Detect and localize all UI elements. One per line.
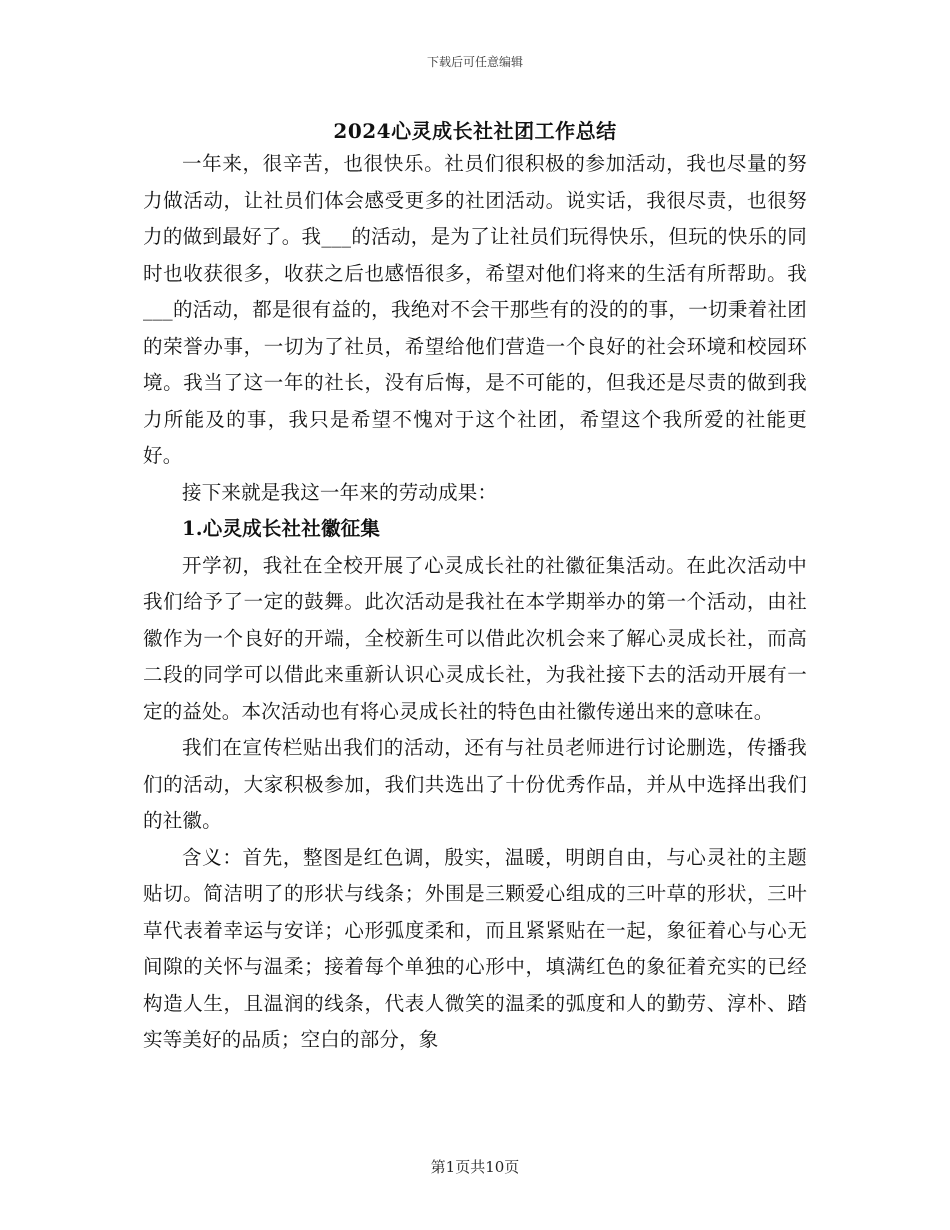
paragraph-results-intro: 接下来就是我这一年来的劳动成果： bbox=[182, 480, 498, 504]
section-heading-emblem: 1.心灵成长社社徽征集 bbox=[182, 517, 381, 540]
document-body bbox=[143, 146, 807, 1059]
header-note: 下载后可任意编辑 bbox=[426, 55, 523, 69]
document-title: 2024心灵成长社社团工作总结 bbox=[333, 119, 617, 143]
paragraph-emblem-activity: 开学初，我社在全校开展了心灵成长社的社徽征集活动。在此次活动中我们给予了一定的鼓舞。此次活动是我社在本学期举办的第一个活动，由社徽作为一个良好的开端，全校新生可以借此次机会来了解心灵成长社，而高二段的同学可以借此来重新认识心灵成长社，为我社接下去的活动开展有一定的益处。本次活动也有将心灵成长社的特色由社徽传递出来的意味在。 bbox=[143, 553, 807, 723]
page-number-footer: 第1页共10页 bbox=[430, 1158, 520, 1176]
paragraph-intro: 一年来，很辛苦，也很快乐。社员们很积极的参加活动，我也尽量的努力做活动，让社员们体会感受更多的社团活动。说实话，我很尽责，也很努力的做到最好了。我___的活动，是为了让社员们玩得快乐，但玩的快乐的同时也收获很多，收获之后也感悟很多，希望对他们将来的生活有所帮助。我___的活动，都是很有益的，我绝对不会干那些有的没的的事，一切秉着社团的荣誉办事，一切为了社员，希望给他们营造一个良好的社会环境和校园环境。我当了这一年的社长，没有后悔，是不可能的，但我还是尽责的做到我力所能及的事，我只是希望不愧对于这个社团，希望这个我所爱的社能更好。 bbox=[143, 152, 807, 467]
paragraph-emblem-selection: 我们在宣传栏贴出我们的活动，还有与社员老师进行讨论删选，传播我们的活动，大家积极参加，我们共选出了十份优秀作品，并从中选择出我们的社徽。 bbox=[143, 736, 807, 832]
paragraph-emblem-meaning: 含义：首先，整图是红色调，殷实，温暖，明朗自由，与心灵社的主题贴切。简洁明了的形状与线条；外围是三颗爱心组成的三叶草的形状，三叶草代表着幸运与安详；心形弧度柔和，而且紧紧贴在一起，象征着心与心无间隙的关怀与温柔；接着每个单独的心形中，填满红色的象征着充实的已经构造人生，且温润的线条，代表人微笑的温柔的弧度和人的勤劳、淳朴、踏实等美好的品质；空白的部分，象 bbox=[143, 845, 807, 1051]
